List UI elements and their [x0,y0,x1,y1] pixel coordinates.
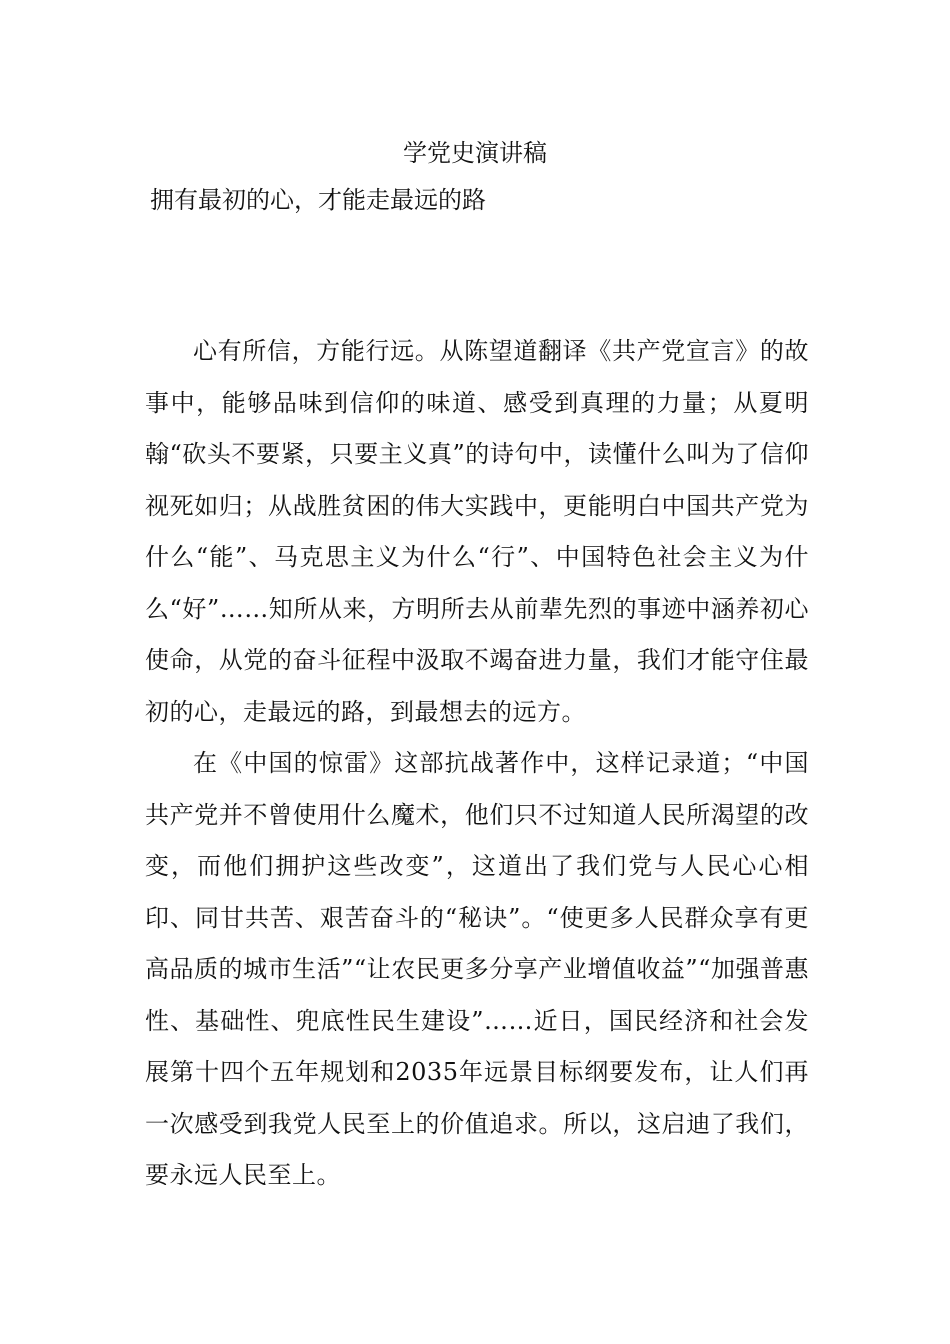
paragraph: 心有所信，方能行远。从陈望道翻译《共产党宣言》的故事中，能够品味到信仰的味道、感受到真理的力量；从夏明翰“砍头不要紧，只要主义真”的诗句中，读懂什么叫为了信仰视死如归；从战胜贫困的伟大实践中，更能明白中国共产党为什么“能”、马克思主义为什么“行”、中国特色社会主义为什么“好”……知所从来，方明所去从前辈先烈的事迹中涵养初心使命，从党的奋斗征程中汲取不竭奋进力量，我们才能守住最初的心，走最远的路，到最想去的远方。 [145,337,809,726]
document-body [145,326,809,1202]
document-title: 学党史演讲稿 [403,139,547,167]
paragraph: 在《中国的惊雷》这部抗战著作中，这样记录道；“中国共产党并不曾使用什么魔术，他们只不过知道人民所渴望的改变，而他们拥护这些改变”，这道出了我们党与人民心心相印、同甘共苦、艰苦奋斗的“秘诀”。“使更多人民群众享有更高品质的城市生活”“让农民更多分享产业增值收益”“加强普惠性、基础性、兜底性民生建设”……近日，国民经济和社会发展第十四个五年规划和2035年远景目标纲要发布，让人们再一次感受到我党人民至上的价值追求。所以，这启迪了我们，要永远人民至上。 [145,749,809,1189]
document-subtitle: 拥有最初的心，才能走最远的路 [150,186,486,214]
